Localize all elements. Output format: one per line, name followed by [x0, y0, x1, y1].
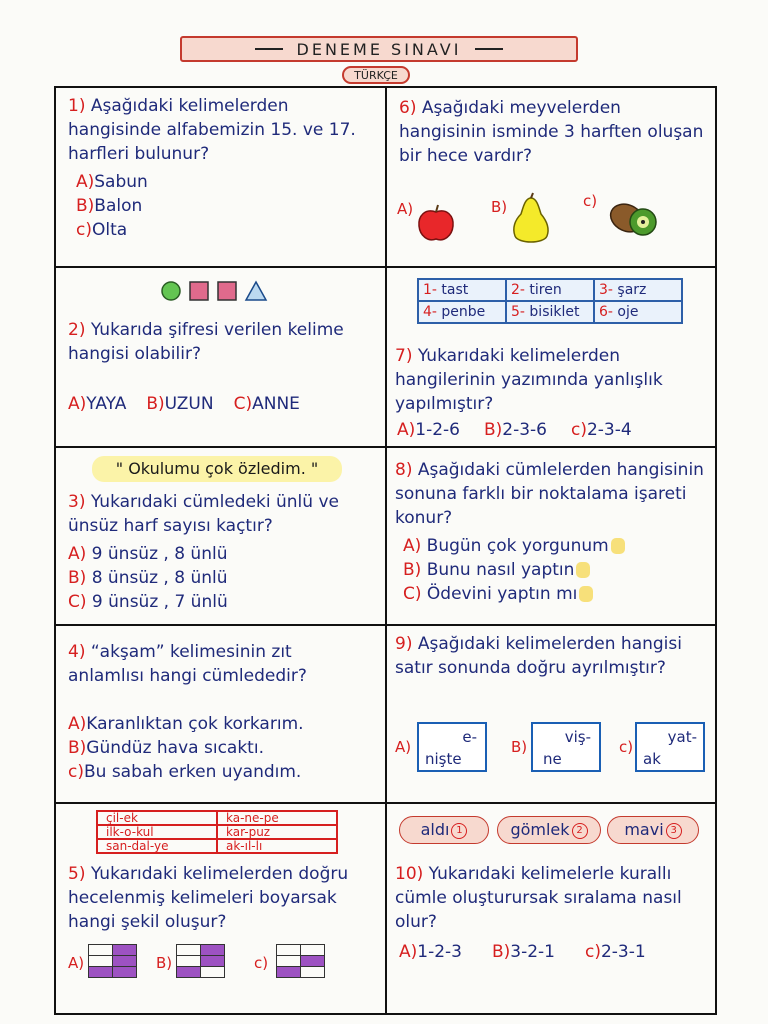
question-4: [56, 626, 387, 804]
shaded-cell: [113, 956, 137, 967]
word-table: [417, 278, 683, 324]
option-b[interactable]: [492, 940, 555, 964]
question-8-text: [395, 458, 713, 530]
word-number: 3-: [599, 282, 613, 298]
question-body: Yukarıdaki kelimelerle kurallı cümle oluşturursak sıralama nasıl olur?: [395, 864, 682, 932]
option-text: 9 ünsüz , 7 ünlü: [91, 592, 228, 612]
option-text: Karanlıktan çok korkarım.: [86, 714, 304, 734]
word-number: 6-: [599, 304, 613, 320]
shape-code: [160, 280, 268, 302]
option-text: Ödevini yaptın mı: [426, 584, 578, 604]
grid-row: [277, 956, 325, 967]
word-text: tast: [441, 282, 469, 298]
option-letter: c): [585, 942, 601, 962]
option-text: Gündüz hava sıcaktı.: [86, 738, 264, 758]
option-a-box[interactable]: [417, 722, 487, 772]
option-a-label[interactable]: A): [397, 200, 414, 218]
word-pill: [497, 816, 601, 844]
question-1-options: [76, 170, 148, 242]
question-body: Aşağıdaki kelimelerden hangisinde alfabemizin 15. ve 17. harfleri bulunur?: [68, 96, 356, 164]
table-cell: çil-ek: [97, 811, 217, 825]
option-a-label[interactable]: A): [68, 954, 85, 972]
question-6-text: [399, 96, 709, 168]
option-a[interactable]: [397, 418, 460, 442]
grid-row: [177, 945, 225, 956]
question-number: 5): [68, 864, 86, 884]
option-b-label[interactable]: B): [491, 198, 508, 216]
option-letter: C): [403, 584, 422, 604]
shaded-cell: [301, 956, 325, 967]
question-9-text: [395, 632, 713, 680]
word-number: 2-: [511, 282, 525, 298]
option-c[interactable]: [571, 418, 632, 442]
option-c[interactable]: [68, 590, 228, 614]
option-letter: B): [146, 394, 165, 414]
grid-row: [89, 945, 137, 956]
shaded-cell: [113, 967, 137, 978]
word-text: oje: [617, 304, 639, 320]
option-c[interactable]: [68, 760, 304, 784]
option-b[interactable]: [68, 566, 228, 590]
word-text: bisiklet: [529, 304, 580, 320]
word-number: 5-: [511, 304, 525, 320]
option-a[interactable]: [68, 542, 228, 566]
pill-word: gömlek: [510, 820, 570, 839]
table-cell: kar-puz: [217, 825, 337, 839]
question-body: Yukarıda şifresi verilen kelime hangisi olabilir?: [68, 320, 344, 364]
grid-row: [89, 956, 137, 967]
question-number: 6): [399, 98, 417, 118]
table-cell: [418, 301, 506, 323]
subject-label: TÜRKÇE: [342, 66, 410, 84]
empty-cell: [89, 945, 113, 956]
option-letter: B): [76, 196, 95, 216]
option-c-label[interactable]: c): [254, 954, 269, 972]
question-5-text: [68, 862, 373, 934]
grid-row: [277, 945, 325, 956]
option-text: Sabun: [94, 172, 148, 192]
question-10-text: [395, 862, 713, 934]
option-text: 2-3-6: [502, 420, 547, 440]
exam-title: DENEME SINAVI: [296, 39, 462, 59]
syllable-bottom: ak: [643, 750, 661, 768]
table-row: [97, 825, 337, 839]
option-b[interactable]: [146, 392, 213, 416]
question-1: [56, 88, 387, 268]
exam-title-banner: [180, 36, 578, 62]
question-2-options: [68, 392, 300, 416]
question-5: [56, 804, 387, 1013]
option-a[interactable]: [68, 392, 126, 416]
question-number: 4): [68, 642, 86, 662]
option-letter: c): [68, 762, 84, 782]
option-text: 1-2-6: [415, 420, 460, 440]
option-text: 9 ünsüz , 8 ünlü: [91, 544, 228, 564]
option-b-label[interactable]: B): [511, 738, 528, 756]
quote-box: " Okulumu çok özledim. ": [92, 456, 342, 482]
punctuation-blank: [576, 562, 590, 578]
option-letter: B): [491, 942, 511, 962]
question-10: [387, 804, 717, 1013]
option-c[interactable]: [403, 582, 625, 606]
question-body: Yukarıdaki kelimelerden hangilerinin yazımında yanlışlık yapılmıştır?: [395, 346, 663, 414]
option-a[interactable]: [76, 170, 148, 194]
question-body: Aşağıdaki meyvelerden hangisinin isminde 3 harften oluşan bir hece vardır?: [399, 98, 704, 166]
syllable-bottom: ne: [543, 750, 562, 768]
option-text: Balon: [94, 196, 143, 216]
option-text: 2-3-4: [586, 420, 632, 440]
option-letter: A): [68, 394, 87, 414]
table-row: [418, 301, 682, 323]
option-c-grid[interactable]: [276, 944, 325, 978]
question-body: Aşağıdaki cümlelerden hangisinin sonuna farklı bir noktalama işareti konur?: [395, 460, 704, 528]
option-text: Bunu nasıl yaptın: [426, 560, 575, 580]
question-number: 2): [68, 320, 86, 340]
syllable-top: e-: [462, 728, 477, 746]
empty-cell: [277, 945, 301, 956]
pill-word: mavi: [624, 820, 664, 839]
table-cell: [594, 279, 682, 301]
option-c[interactable]: [234, 392, 300, 416]
option-c-box[interactable]: [635, 722, 705, 772]
word-number: 4-: [423, 304, 437, 320]
option-letter: C): [68, 592, 87, 612]
question-number: 7): [395, 346, 413, 366]
option-text: 2-3-1: [600, 942, 646, 962]
option-b-grid[interactable]: [176, 944, 225, 978]
table-cell: ilk-o-kul: [97, 825, 217, 839]
option-text: Bu sabah erken uyandım.: [83, 762, 302, 782]
question-8-options: [403, 534, 625, 606]
empty-cell: [201, 967, 225, 978]
question-2-text: [68, 318, 368, 366]
pill-word: aldı: [420, 820, 450, 839]
punctuation-blank: [611, 538, 625, 554]
circle-shape-icon: [160, 280, 182, 302]
option-a[interactable]: [68, 712, 304, 736]
option-letter: A): [68, 714, 87, 734]
table-row: [97, 811, 337, 825]
square-shape-icon: [188, 280, 210, 302]
option-letter: c): [76, 220, 92, 240]
word-text: şarz: [617, 282, 647, 298]
pill-number: 1: [451, 823, 467, 839]
grid-row: [177, 956, 225, 967]
option-c[interactable]: [76, 218, 148, 242]
apple-icon[interactable]: [415, 202, 457, 244]
option-text: Olta: [91, 220, 128, 240]
shaded-cell: [277, 967, 301, 978]
question-number: 8): [395, 460, 413, 480]
empty-cell: [301, 967, 325, 978]
syllable-top: viş-: [564, 728, 591, 746]
option-letter: A): [397, 420, 416, 440]
shaded-cell: [177, 967, 201, 978]
option-a[interactable]: [399, 940, 462, 964]
shaded-cell: [201, 956, 225, 967]
question-3: [56, 448, 387, 626]
table-cell: ka-ne-pe: [217, 811, 337, 825]
option-letter: C): [233, 394, 253, 414]
shaded-cell: [113, 945, 137, 956]
pill-number: 2: [572, 823, 588, 839]
table-row: [418, 279, 682, 301]
option-b[interactable]: [403, 558, 625, 582]
question-2: [56, 268, 387, 448]
option-text: 8 ünsüz , 8 ünlü: [91, 568, 228, 588]
word-pill: [607, 816, 699, 844]
grid-row: [277, 967, 325, 978]
question-3-options: [68, 542, 228, 614]
option-b-label[interactable]: B): [156, 954, 173, 972]
option-text: UZUN: [164, 394, 214, 414]
option-text: 1-2-3: [417, 942, 462, 962]
option-text: 3-2-1: [510, 942, 555, 962]
empty-cell: [89, 956, 113, 967]
option-letter: c): [571, 420, 587, 440]
option-letter: A): [399, 942, 418, 962]
question-7-text: [395, 344, 710, 416]
option-letter: B): [68, 738, 87, 758]
pill-number: 3: [666, 823, 682, 839]
option-letter: B): [68, 568, 87, 588]
word-number: 1-: [423, 282, 437, 298]
triangle-shape-icon: [244, 280, 268, 302]
table-cell: [594, 301, 682, 323]
empty-cell: [301, 945, 325, 956]
question-number: 10): [395, 864, 424, 884]
question-grid: [54, 86, 717, 1015]
question-3-text: [68, 490, 368, 538]
question-7-options: [397, 418, 632, 442]
syllable-table: [96, 810, 338, 854]
option-text: ANNE: [252, 394, 300, 414]
option-a[interactable]: [403, 534, 625, 558]
table-row: [97, 839, 337, 853]
option-b[interactable]: [68, 736, 304, 760]
option-b[interactable]: [484, 418, 547, 442]
punctuation-blank: [579, 586, 593, 602]
table-cell: [506, 279, 594, 301]
pear-icon[interactable]: [509, 192, 553, 248]
option-c[interactable]: [585, 940, 646, 964]
empty-cell: [277, 956, 301, 967]
shaded-cell: [201, 945, 225, 956]
word-text: penbe: [441, 304, 486, 320]
word-pill: [399, 816, 489, 844]
option-b-box[interactable]: [531, 722, 601, 772]
table-cell: [506, 301, 594, 323]
table-cell: san-dal-ye: [97, 839, 217, 853]
question-body: Yukarıdaki cümledeki ünlü ve ünsüz harf sayısı kaçtır?: [68, 492, 339, 536]
question-7: [387, 268, 717, 448]
question-body: Yukarıdaki kelimelerden doğru hecelenmiş kelimeleri boyarsak hangi şekil oluşur?: [68, 864, 349, 932]
option-text: YAYA: [86, 394, 127, 414]
option-letter: A): [76, 172, 95, 192]
word-text: tiren: [529, 282, 562, 298]
question-body: “akşam” kelimesinin zıt anlamlısı hangi cümlededir?: [68, 642, 307, 686]
question-1-text: [68, 94, 373, 166]
option-text: Bugün çok yorgunum: [426, 536, 609, 556]
question-4-text: [68, 640, 373, 688]
question-number: 3): [68, 492, 86, 512]
option-c-label[interactable]: c): [619, 738, 634, 756]
question-10-options: [399, 940, 646, 964]
empty-cell: [177, 945, 201, 956]
question-5-options: [68, 944, 368, 980]
option-a-label[interactable]: A): [395, 738, 412, 756]
grid-row: [177, 967, 225, 978]
question-6: [387, 88, 717, 268]
square-shape-icon: [216, 280, 238, 302]
table-cell: [418, 279, 506, 301]
question-8: [387, 448, 717, 626]
question-number: 1): [68, 96, 86, 116]
question-number: 9): [395, 634, 413, 654]
shaded-cell: [89, 967, 113, 978]
syllable-top: yat-: [667, 728, 697, 746]
grid-row: [89, 967, 137, 978]
table-cell: ak-ıl-lı: [217, 839, 337, 853]
option-b[interactable]: [76, 194, 148, 218]
syllable-bottom: nişte: [425, 750, 462, 768]
option-a-grid[interactable]: [88, 944, 137, 978]
option-letter: B): [483, 420, 503, 440]
question-4-options: [68, 712, 304, 784]
option-letter: A): [403, 536, 422, 556]
question-9: [387, 626, 717, 804]
title-dash-right: [475, 48, 503, 50]
empty-cell: [177, 956, 201, 967]
title-dash-left: [255, 48, 283, 50]
option-c-label[interactable]: c): [583, 192, 598, 210]
question-body: Aşağıdaki kelimelerden hangisi satır sonunda doğru ayrılmıştır?: [395, 634, 682, 678]
kiwi-icon[interactable]: [605, 198, 663, 240]
option-letter: B): [403, 560, 422, 580]
option-letter: A): [68, 544, 87, 564]
